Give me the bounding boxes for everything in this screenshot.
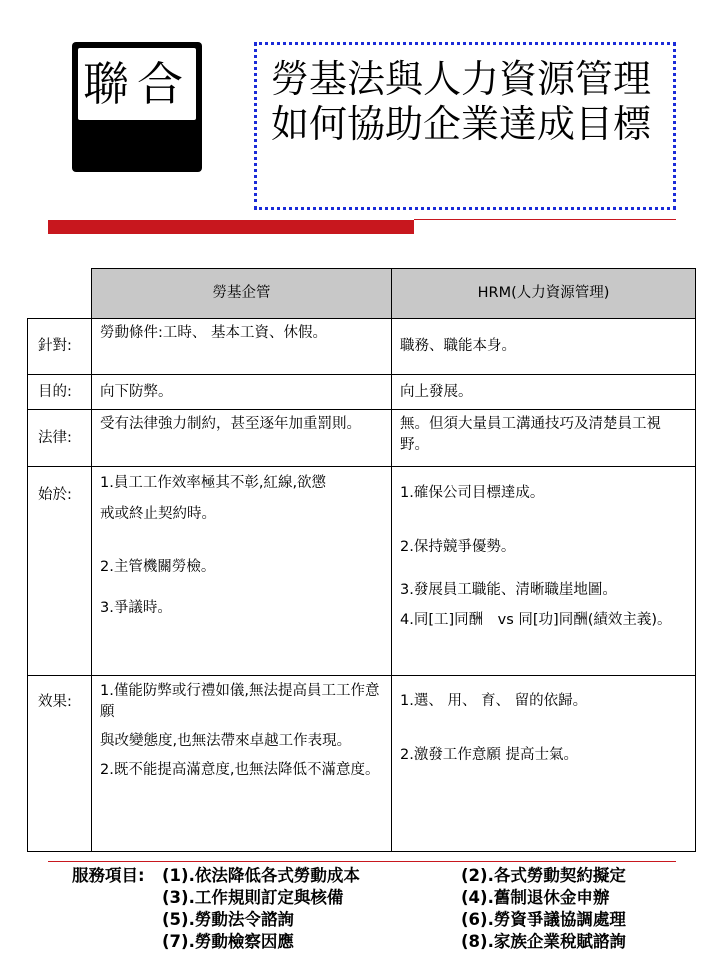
service-item: (5).勞動法令諮詢 <box>162 910 294 929</box>
cell-text: 4.同[工]同酬 vs 同[功]同酬(績效主義)。 <box>400 612 672 628</box>
service-item: (2).各式勞動契約擬定 <box>461 866 626 885</box>
table-corner-cell <box>28 269 92 319</box>
cell-text: 3.發展員工職能、清晰職崖地圖。 <box>400 582 617 598</box>
row-label: 目的: <box>28 375 92 410</box>
red-divider-line <box>414 219 676 220</box>
cell-text: 1.員工工作效率極其不彰,紅線,欲懲 <box>100 475 327 491</box>
table-cell <box>392 319 696 375</box>
cell-text: 無。但須大量員工溝通技巧及清楚員工視野。 <box>400 416 661 453</box>
service-item: (3).工作規則訂定與核備 <box>162 888 344 907</box>
service-item: (8).家族企業稅賦諮詢 <box>461 932 626 951</box>
cell-text: 1.僅能防弊或行禮如儀,無法提高員工工作意願 <box>100 683 380 720</box>
cell-text: 2.保持競爭優勢。 <box>400 539 516 555</box>
comparison-table <box>27 268 696 852</box>
table-row <box>28 319 696 375</box>
logo-text: 聯合 <box>83 57 191 111</box>
table-header-row <box>28 269 696 319</box>
logo-panel <box>78 48 196 120</box>
table-row <box>28 467 696 676</box>
cell-text: 1.選、 用、 育、 留的依歸。 <box>400 693 588 709</box>
table-row <box>28 375 696 410</box>
cell-text: 向上發展。 <box>400 383 473 400</box>
row-label: 效果: <box>28 676 92 852</box>
column-header-labor: 勞基企管 <box>92 269 392 319</box>
table-cell <box>92 676 392 852</box>
table-cell <box>92 467 392 676</box>
cell-text: 2.既不能提高滿意度,也無法降低不滿意度。 <box>100 762 380 778</box>
service-item: (4).舊制退休金申辦 <box>461 888 610 907</box>
services-divider <box>48 861 676 862</box>
cell-text: 向下防弊。 <box>100 383 173 400</box>
table-cell <box>392 467 696 676</box>
red-divider-bar <box>48 220 414 234</box>
page-title: 勞基法與人力資源管理如何協助企業達成目標 <box>271 57 652 146</box>
service-item: (1).依法降低各式勞動成本 <box>162 866 360 885</box>
cell-text: 2.激發工作意願 提高士氣。 <box>400 747 578 763</box>
table-row <box>28 410 696 467</box>
row-label: 法律: <box>28 410 92 467</box>
table-cell <box>92 319 392 375</box>
table-cell <box>392 410 696 467</box>
service-item: (6).勞資爭議協調處理 <box>461 910 626 929</box>
cell-text: 戒或終止契約時。 <box>100 506 216 522</box>
cell-text: 2.主管機關勞檢。 <box>100 559 216 575</box>
logo <box>72 42 202 172</box>
cell-text: 1.確保公司目標達成。 <box>400 485 545 501</box>
title-box <box>254 42 676 210</box>
table-cell <box>92 410 392 467</box>
row-label: 針對: <box>28 319 92 375</box>
table-cell <box>92 375 392 410</box>
cell-text: 勞動條件:工時、 基本工資、休假。 <box>100 325 327 341</box>
services-label: 服務項目: <box>72 866 145 885</box>
table-row <box>28 676 696 852</box>
table-cell <box>392 676 696 852</box>
service-item: (7).勞動檢察因應 <box>162 932 294 951</box>
table-cell <box>392 375 696 410</box>
column-header-hrm: HRM(人力資源管理) <box>392 269 696 319</box>
row-label: 始於: <box>28 467 92 676</box>
cell-text: 受有法律強力制約，甚至逐年加重罰則。 <box>100 416 361 432</box>
cell-text: 職務、職能本身。 <box>400 338 516 354</box>
cell-text: 3.爭議時。 <box>100 600 172 616</box>
cell-text: 與改變態度,也無法帶來卓越工作表現。 <box>100 733 352 749</box>
